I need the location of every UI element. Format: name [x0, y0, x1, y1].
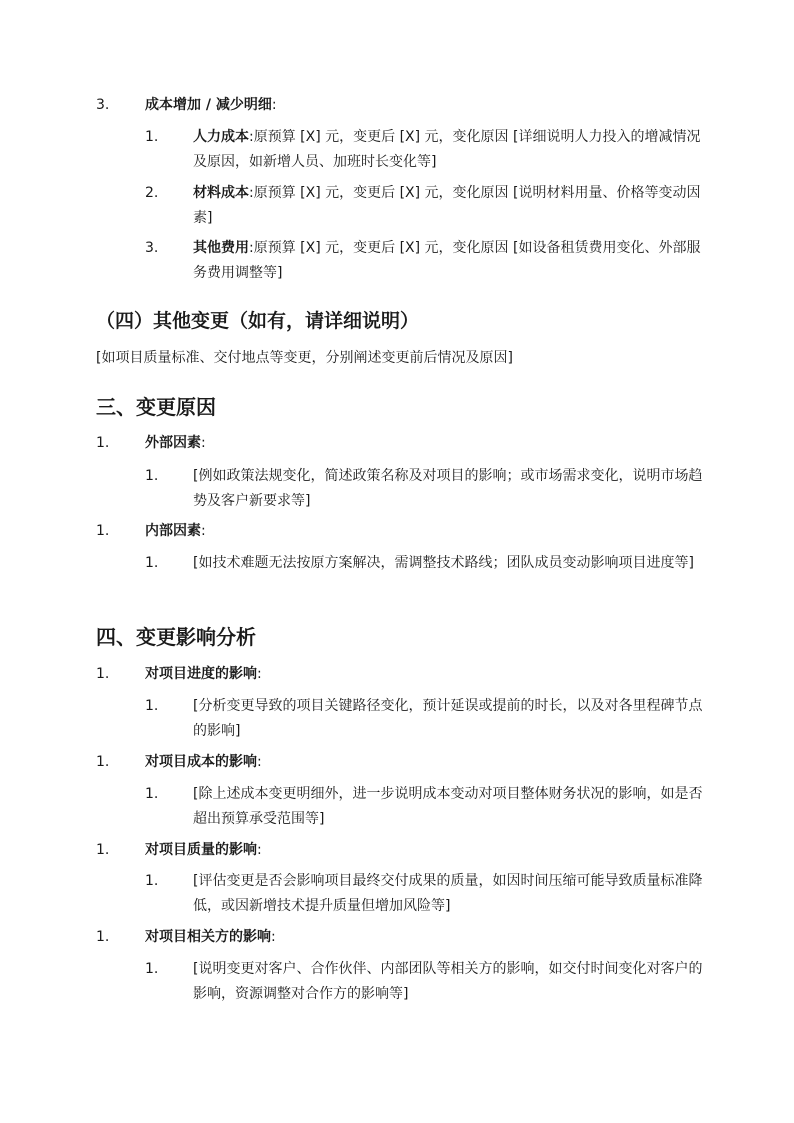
list-number: 1. — [96, 523, 110, 539]
colon: : — [257, 842, 262, 858]
list-title-row — [145, 662, 262, 687]
colon: : — [249, 185, 254, 201]
list-number: 1. — [145, 555, 159, 571]
colon: : — [271, 929, 276, 945]
section-heading: （四）其他变更（如有，请详细说明） — [96, 310, 420, 332]
list-number: 2. — [145, 185, 159, 201]
item-text: 原预算 [X] 元，变更后 [X] 元，变化原因 [详细说明人力投入的增减情况及原因，如新增人员、加班时长变化等] — [193, 129, 701, 170]
colon: : — [201, 435, 206, 451]
list-item: [例如政策法规变化，简述政策名称及对项目的影响；或市场需求变化，说明市场趋势及客户新要求等] — [193, 468, 703, 509]
item-label: 材料成本 — [193, 185, 249, 201]
list-item — [193, 125, 705, 175]
list-title: 对项目相关方的影响 — [145, 929, 271, 945]
section-heading: 四、变更影响分析 — [96, 625, 256, 649]
list-title: 外部因素 — [145, 435, 201, 451]
item-text: 原预算 [X] 元，变更后 [X] 元，变化原因 [如设备租赁费用变化、外部服务费用调整等] — [193, 240, 701, 281]
list-item: [除上述成本变更明细外，进一步说明成本变动对项目整体财务状况的影响，如是否超出预算承受范围等] — [193, 786, 703, 827]
list-number: 1. — [96, 754, 110, 770]
list-number: 1. — [96, 435, 110, 451]
list-title-row — [145, 519, 206, 544]
list-title: 对项目质量的影响 — [145, 842, 257, 858]
list-item: [分析变更导致的项目关键路径变化，预计延误或提前的时长，以及对各里程碑节点的影响] — [193, 698, 703, 739]
list-title: 内部因素 — [145, 523, 201, 539]
cost-detail-title — [145, 93, 277, 118]
list-number: 1. — [145, 786, 159, 802]
colon: : — [201, 523, 206, 539]
list-number: 1. — [145, 961, 159, 977]
colon: : — [271, 97, 277, 113]
item-text: 原预算 [X] 元，变更后 [X] 元，变化原因 [说明材料用量、价格等变动因素] — [193, 185, 701, 226]
list-number: 1. — [145, 698, 159, 714]
item-label: 人力成本 — [193, 129, 249, 145]
list-item — [193, 181, 705, 231]
list-title-row — [145, 431, 206, 456]
list-title: 对项目成本的影响 — [145, 754, 257, 770]
colon: : — [257, 666, 262, 682]
colon: : — [257, 754, 262, 770]
list-title: 成本增加 / 减少明细 — [145, 97, 272, 113]
list-item: [说明变更对客户、合作伙伴、内部团队等相关方的影响，如交付时间变化对客户的影响，资源调整对合作方的影响等] — [193, 961, 703, 1002]
paragraph: [如项目质量标准、交付地点等变更，分别阐述变更前后情况及原因] — [96, 350, 513, 366]
item-label: 其他费用 — [193, 240, 249, 256]
list-number: 1. — [96, 666, 110, 682]
colon: : — [249, 129, 254, 145]
list-number: 3. — [145, 240, 159, 256]
list-number: 1. — [145, 873, 159, 889]
colon: : — [249, 240, 254, 256]
list-number: 1. — [96, 842, 110, 858]
list-item: [如技术难题无法按原方案解决，需调整技术路线；团队成员变动影响项目进度等] — [193, 555, 694, 571]
list-title-row — [145, 838, 262, 863]
list-title-row — [145, 925, 276, 950]
list-number: 1. — [96, 929, 110, 945]
list-number: 3. — [96, 97, 110, 113]
section-heading: 三、变更原因 — [96, 395, 216, 419]
list-item: [评估变更是否会影响项目最终交付成果的质量，如因时间压缩可能导致质量标准降低，或因新增技术提升质量但增加风险等] — [193, 873, 703, 914]
list-title-row — [145, 750, 262, 775]
list-number: 1. — [145, 129, 159, 145]
list-item — [193, 236, 705, 286]
list-number: 1. — [145, 468, 159, 484]
list-title: 对项目进度的影响 — [145, 666, 257, 682]
